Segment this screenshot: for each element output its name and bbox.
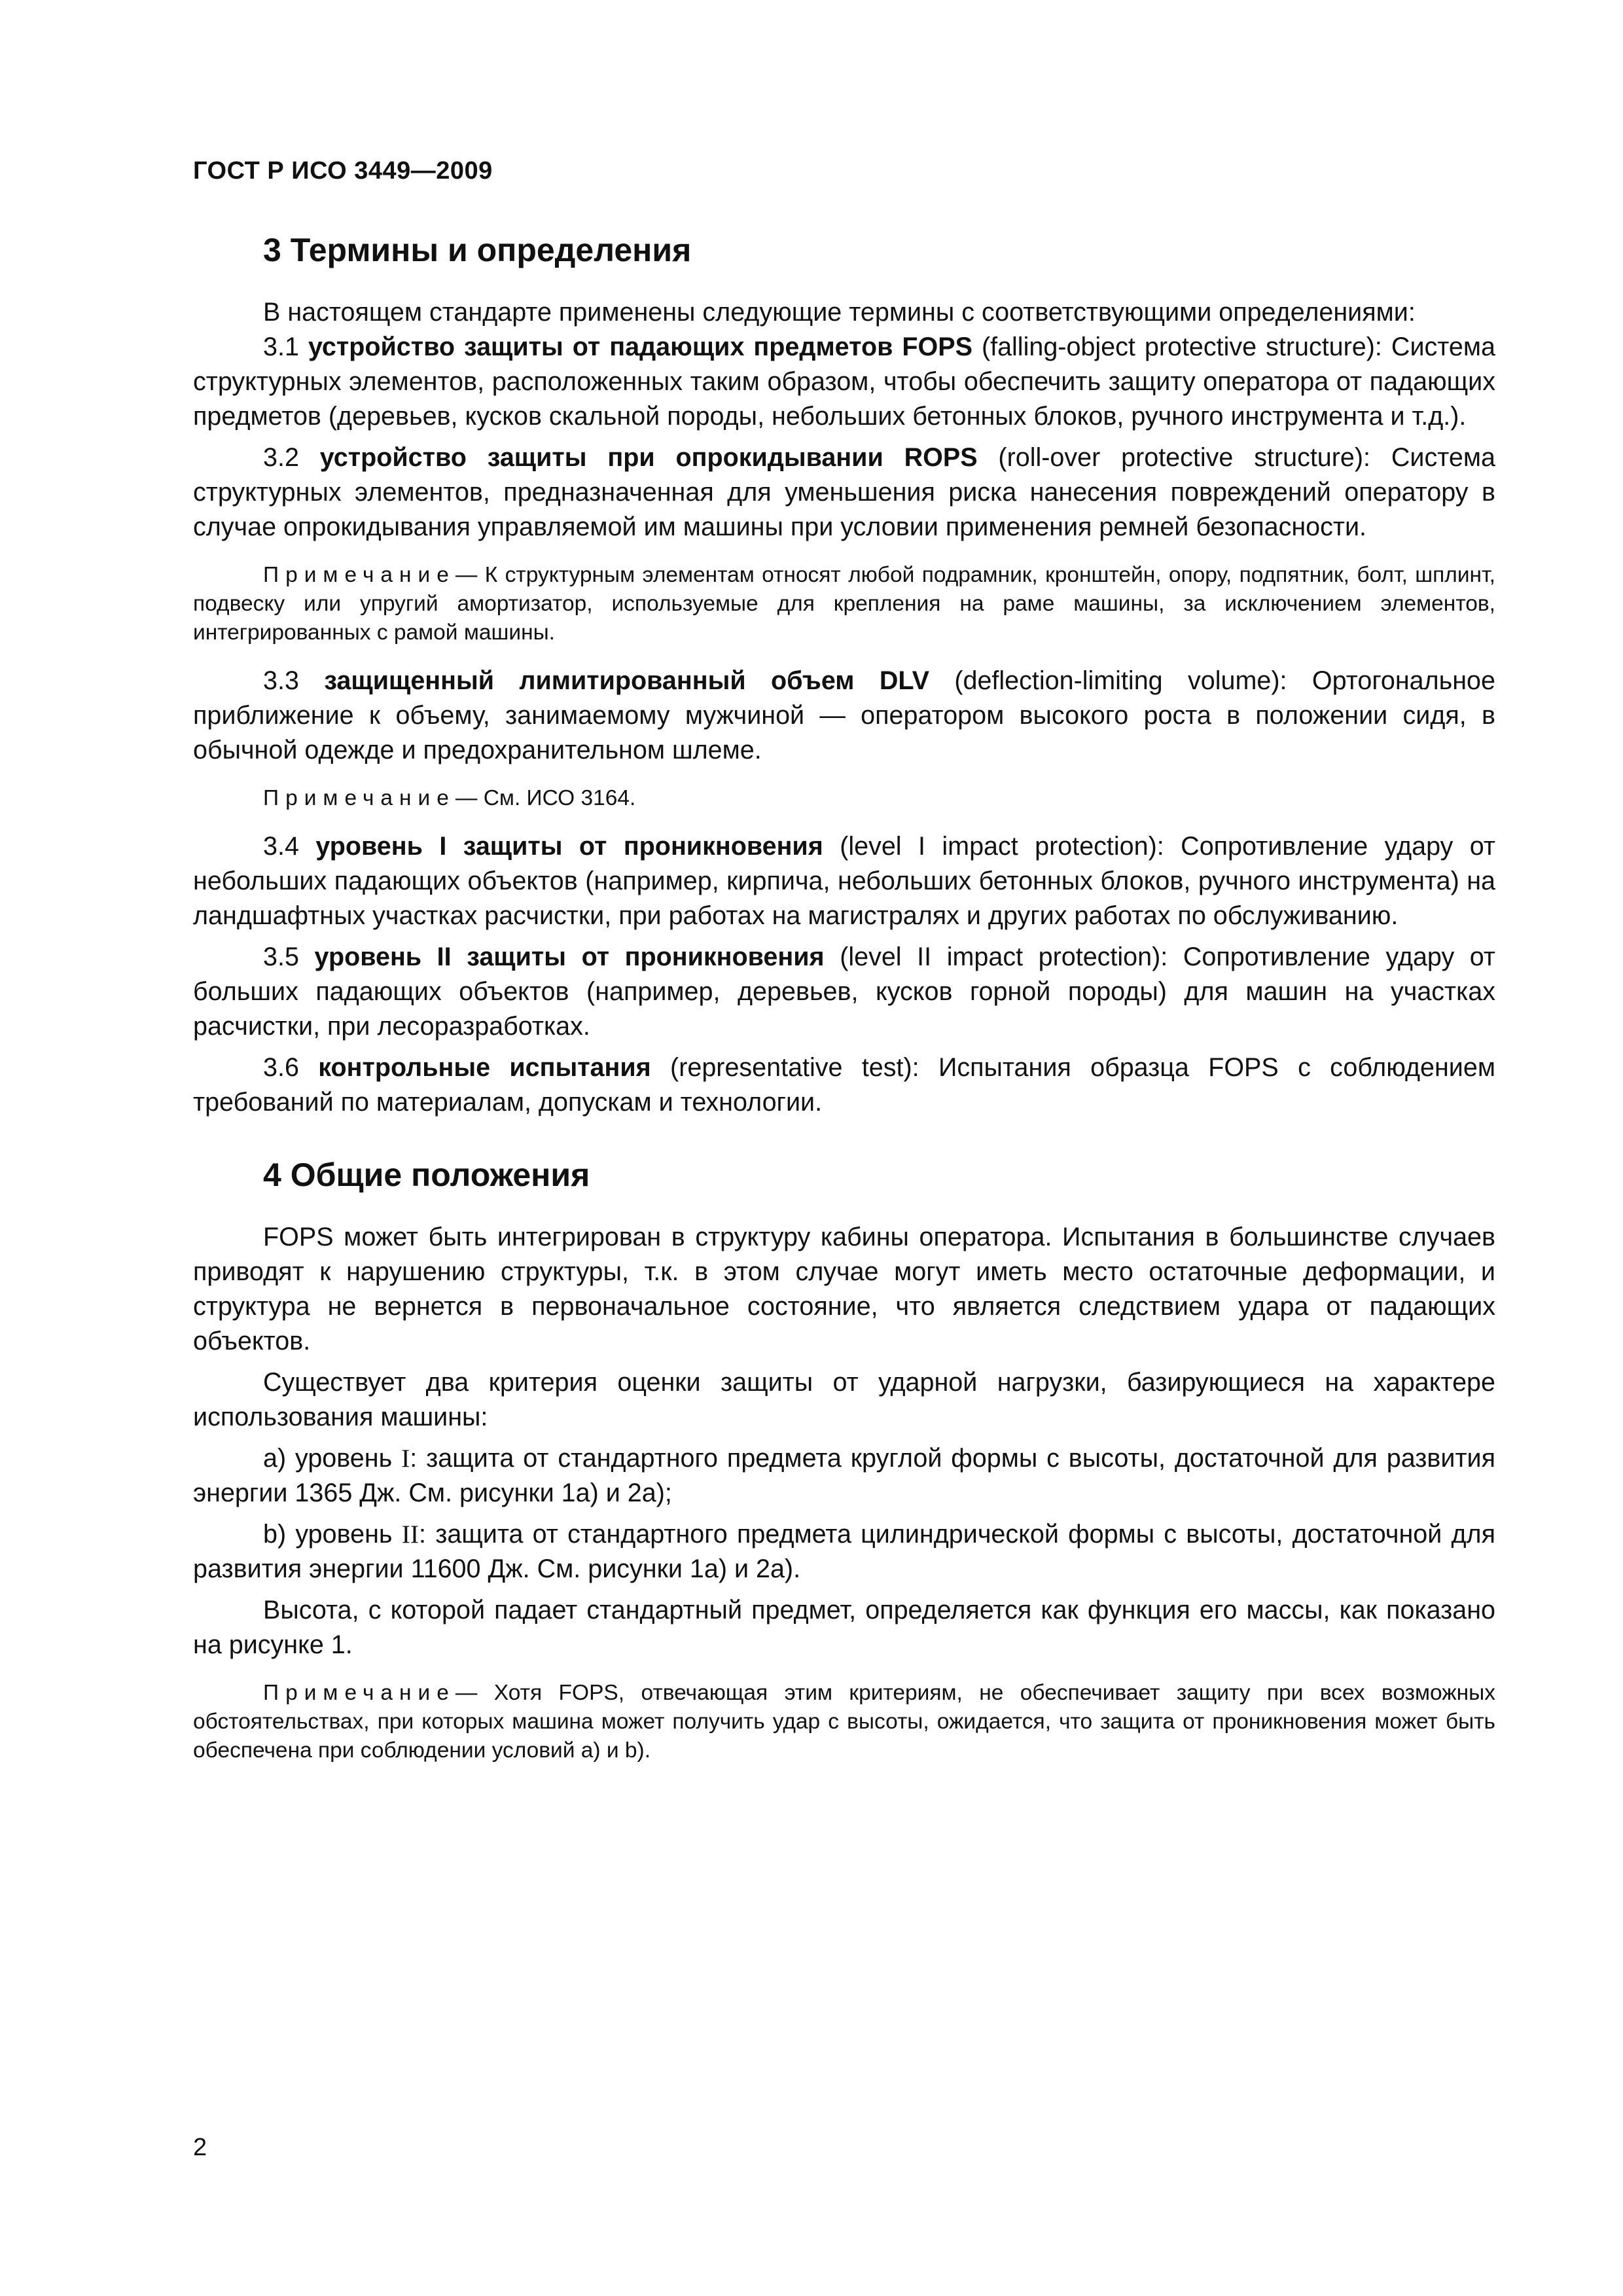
term-3-6 (193, 1050, 1495, 1120)
list-item-b (193, 1517, 1495, 1587)
term-definition: Система структурных элементов, расположенных таким образом, чтобы обеспечить защиту оператора от падающих предметов (деревьев, кусков скальной породы, небольших бетонных блоков, ручного инструмента и т.д.). (193, 332, 1496, 431)
list-item-prefix: b) уровень (263, 1520, 402, 1549)
section-4-paragraph-2: Существует два критерия оценки защиты от ударной нагрузки, базирующиеся на характере использования машины: (193, 1368, 1495, 1431)
note-label: Примечание (263, 786, 455, 810)
term-english: (roll-over protective structure): (998, 443, 1371, 472)
term-3-2 (193, 440, 1495, 545)
term-english: (deflection-limiting volume): (954, 666, 1287, 695)
term-definition: Сопротивление удару от больших падающих объектов (например, деревьев, кусков горной породы) для машин на участках расчистки, при лесоразработках. (193, 942, 1495, 1041)
term-definition: Ортогональное приближение к объему, занимаемому мужчиной — оператором высокого роста в положении сидя, в обычной одежде и предохранительном шлеме. (193, 666, 1495, 764)
term-number: 3.2 (263, 443, 299, 472)
term-title: устройство защиты при опрокидывании ROPS (319, 443, 978, 472)
document-id: ГОСТ Р ИСО 3449—2009 (193, 157, 493, 185)
term-3-1 (193, 330, 1495, 434)
term-3-5 (193, 940, 1495, 1044)
level-numeral: II (401, 1520, 419, 1549)
note-label: Примечание (263, 563, 455, 587)
note-label: Примечание (263, 1681, 455, 1705)
term-definition: Испытания образца FOPS с соблюдением требований по материалам, допускам и технологии. (193, 1053, 1495, 1117)
note-text: — Хотя FOPS, отвечающая этим критериям, не обеспечивает защиту при всех возможных обстоятельствах, при которых машина может получить удар с высоты, ожидается, что защита от проникновения может быть обеспечена при соблюдении условий a) и b). (193, 1681, 1495, 1763)
section-4-paragraph-1: FOPS может быть интегрирован в структуру кабины оператора. Испытания в большинстве случаев приводят к нарушению структуры, т.к. в этом случае могут иметь место остаточные деформации, и структура не вернется в первоначальное состояние, что является следствием удара от падающих объектов. (193, 1223, 1495, 1355)
page-number: 2 (193, 2134, 207, 2161)
section-4-heading: 4 Общие положения (263, 1157, 590, 1193)
term-title: защищенный лимитированный объем DLV (324, 666, 929, 695)
list-item-a (193, 1441, 1495, 1511)
term-english: (level II impact protection): (840, 942, 1168, 971)
term-number: 3.4 (263, 832, 299, 861)
term-title: уровень I защиты от проникновения (315, 832, 823, 861)
note-text: — К структурным элементам относят любой подрамник, кронштейн, опору, подпятник, болт, шплинт, подвеску или упругий амортизатор, используемые для крепления на раме машины, за исключением элементов, интегрированных с рамой машины. (193, 563, 1495, 645)
section-3-heading: 3 Термины и определения (263, 232, 692, 268)
note-section-4 (193, 1679, 1495, 1765)
term-number: 3.6 (263, 1053, 299, 1082)
term-title: устройство защиты от падающих предметов FOPS (308, 332, 972, 361)
term-number: 3.3 (263, 666, 299, 695)
section-4-paragraph-3: Высота, с которой падает стандартный предмет, определяется как функция его массы, как показано на рисунке 1. (193, 1596, 1495, 1659)
term-definition: Система структурных элементов, предназначенная для уменьшения риска нанесения повреждений оператору в случае опрокидывания управляемой им машины при условии применения ремней безопасности. (193, 443, 1495, 541)
term-title: контрольные испытания (318, 1053, 651, 1082)
document-page (193, 157, 1495, 1782)
term-definition: Сопротивление удару от небольших падающих объектов (например, кирпича, небольших бетонных блоков, ручного инструмента) на ландшафтных участках расчистки, при работах на магистралях и других работах по обслуживанию. (193, 832, 1495, 930)
level-numeral: I (401, 1444, 410, 1473)
note-3-3 (193, 784, 1495, 813)
list-item-prefix: a) уровень (263, 1444, 402, 1473)
term-english: (level I impact protection): (840, 832, 1164, 861)
term-english: (falling-object protective structure): (981, 332, 1382, 361)
section-3-intro: В настоящем стандарте применены следующие термины с соответствующими определениями: (263, 298, 1416, 327)
note-text: — См. ИСО 3164. (455, 786, 636, 810)
term-3-4 (193, 829, 1495, 933)
note-3-2 (193, 561, 1495, 647)
term-english: (representative test): (670, 1053, 919, 1082)
term-3-3 (193, 664, 1495, 768)
term-number: 3.1 (263, 332, 299, 361)
term-title: уровень II защиты от проникновения (314, 942, 825, 971)
list-item-text: : защита от стандартного предмета цилиндрической формы с высоты, достаточной для развития энергии 11600 Дж. См. рисунки 1a) и 2a). (193, 1520, 1495, 1583)
list-item-text: : защита от стандартного предмета круглой формы с высоты, достаточной для развития энергии 1365 Дж. См. рисунки 1a) и 2a); (193, 1444, 1495, 1507)
term-number: 3.5 (263, 942, 299, 971)
